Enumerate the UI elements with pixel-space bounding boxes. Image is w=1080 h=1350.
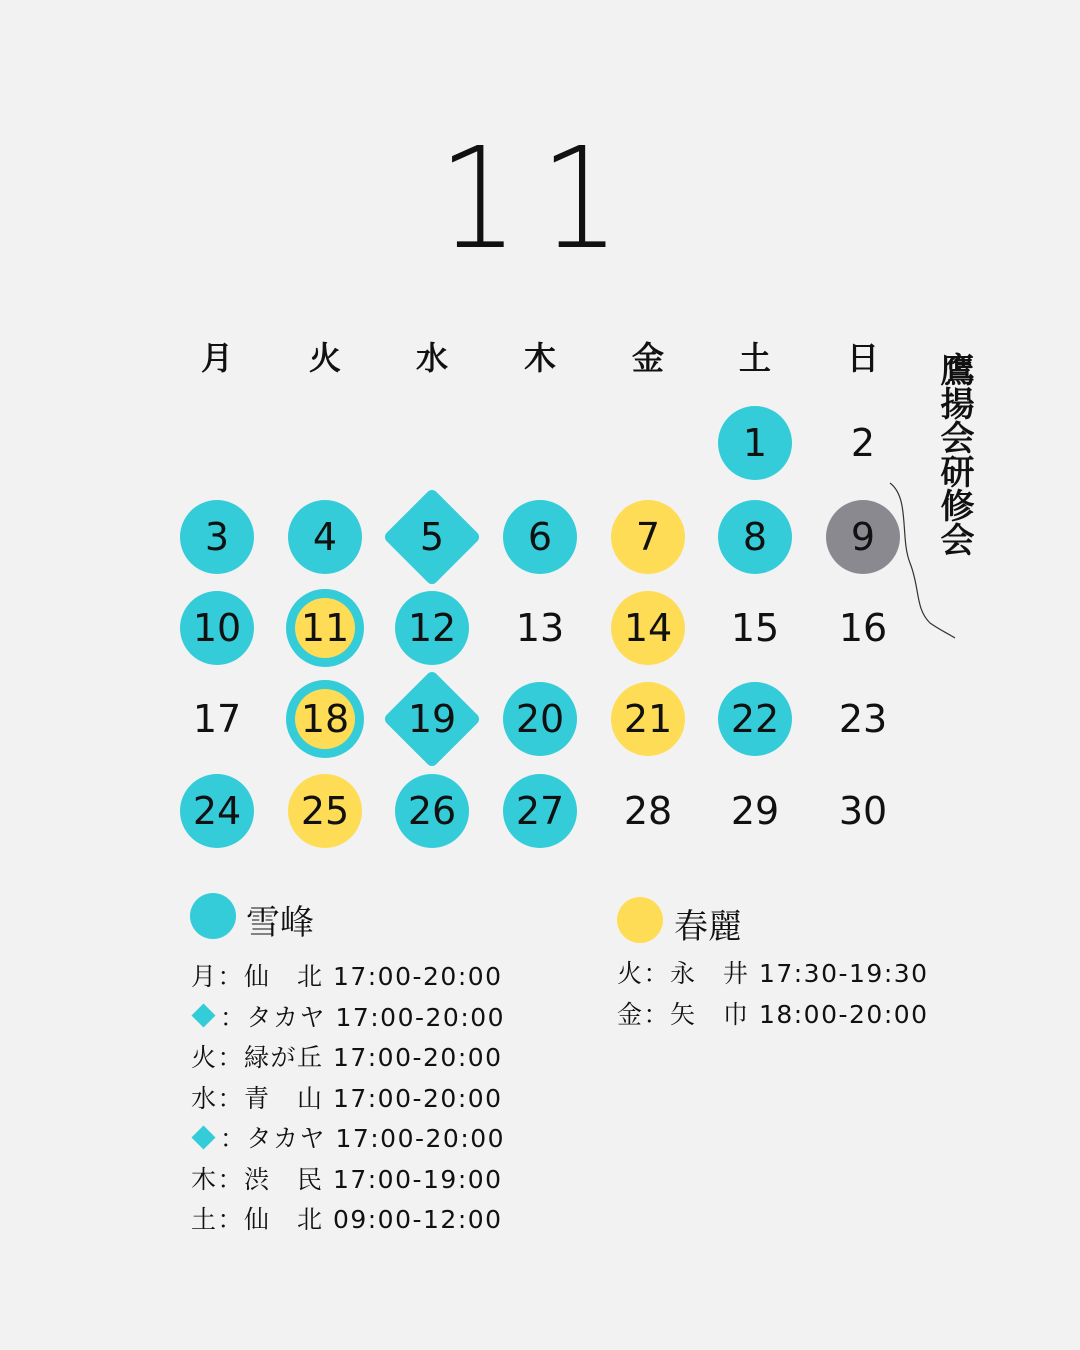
day-cell[interactable] bbox=[500, 588, 580, 668]
day-cell[interactable] bbox=[285, 497, 365, 577]
day-cell[interactable] bbox=[715, 588, 795, 668]
schedule-text: 金：矢 巾 18:00-20:00 bbox=[617, 1000, 929, 1029]
day-cell[interactable] bbox=[177, 679, 257, 759]
weekday-6: 日 bbox=[846, 339, 879, 377]
day-cell[interactable] bbox=[392, 679, 472, 759]
day-number: 13 bbox=[515, 606, 565, 650]
day-number: 11 bbox=[300, 606, 350, 650]
day-cell[interactable] bbox=[715, 403, 795, 483]
yukimine-schedule-row bbox=[191, 1079, 503, 1115]
shunrei-schedule-row bbox=[617, 954, 929, 990]
legend-teal-dot bbox=[190, 893, 236, 939]
weekday-1: 火 bbox=[308, 339, 341, 377]
day-number: 27 bbox=[515, 789, 565, 833]
day-number: 10 bbox=[192, 606, 242, 650]
side-note-label: 鷹揚会研修会 bbox=[934, 352, 974, 556]
day-number: 8 bbox=[742, 515, 768, 559]
schedule-text: 火：永 井 17:30-19:30 bbox=[617, 959, 929, 988]
day-number: 9 bbox=[850, 515, 876, 559]
schedule-text: 土：仙 北 09:00-12:00 bbox=[191, 1205, 503, 1234]
day-number: 19 bbox=[407, 697, 457, 741]
schedule-text: 月：仙 北 17:00-20:00 bbox=[191, 962, 503, 991]
weekday-3: 木 bbox=[523, 339, 556, 377]
day-number: 24 bbox=[192, 789, 242, 833]
day-cell[interactable] bbox=[608, 497, 688, 577]
day-number: 22 bbox=[730, 697, 780, 741]
day-number: 6 bbox=[527, 515, 553, 559]
day-cell[interactable] bbox=[715, 771, 795, 851]
day-number: 7 bbox=[635, 515, 661, 559]
day-cell[interactable] bbox=[608, 679, 688, 759]
day-cell[interactable] bbox=[823, 679, 903, 759]
weekday-2: 水 bbox=[415, 339, 448, 377]
day-number: 21 bbox=[623, 697, 673, 741]
day-number: 4 bbox=[312, 515, 338, 559]
day-cell[interactable] bbox=[392, 497, 472, 577]
day-number: 25 bbox=[300, 789, 350, 833]
legend-shunrei-title: 春麗 bbox=[674, 907, 742, 947]
schedule-text: 水：青 山 17:00-20:00 bbox=[191, 1083, 503, 1113]
schedule-text: 火：緑が丘 17:00-20:00 bbox=[191, 1043, 503, 1072]
yukimine-schedule-row bbox=[191, 957, 503, 993]
legend-yellow-dot bbox=[617, 897, 663, 943]
day-cell[interactable] bbox=[500, 497, 580, 577]
day-cell[interactable] bbox=[608, 588, 688, 668]
schedule-text: ：タカヤ 17:00-20:00 bbox=[220, 1002, 506, 1032]
day-cell[interactable] bbox=[285, 679, 365, 759]
day-number: 5 bbox=[419, 515, 445, 559]
schedule-text: 木：渋 民 17:00-19:00 bbox=[191, 1164, 503, 1194]
bracket-line bbox=[885, 478, 965, 643]
day-cell[interactable] bbox=[500, 679, 580, 759]
weekday-0: 月 bbox=[200, 339, 233, 377]
schedule-text: ：タカヤ 17:00-20:00 bbox=[220, 1124, 506, 1153]
day-cell[interactable] bbox=[608, 771, 688, 851]
day-number: 30 bbox=[838, 789, 888, 833]
diamond-icon bbox=[191, 1125, 215, 1149]
yukimine-schedule-row bbox=[191, 998, 505, 1034]
day-cell[interactable] bbox=[392, 588, 472, 668]
yukimine-schedule-row bbox=[191, 1038, 503, 1074]
day-number: 23 bbox=[838, 697, 888, 741]
yukimine-schedule-row bbox=[191, 1200, 503, 1236]
day-cell[interactable] bbox=[285, 771, 365, 851]
day-cell[interactable] bbox=[715, 497, 795, 577]
day-number: 14 bbox=[623, 606, 673, 650]
shunrei-schedule-row bbox=[617, 995, 929, 1031]
day-cell[interactable] bbox=[392, 771, 472, 851]
day-number: 18 bbox=[300, 697, 350, 741]
day-number: 26 bbox=[407, 789, 457, 833]
day-cell[interactable] bbox=[285, 588, 365, 668]
legend-yukimine-title: 雪峰 bbox=[246, 903, 314, 943]
day-number: 29 bbox=[730, 789, 780, 833]
weekday-4: 金 bbox=[631, 339, 664, 377]
day-number: 15 bbox=[730, 606, 780, 650]
day-cell[interactable] bbox=[823, 403, 903, 483]
day-cell[interactable] bbox=[715, 679, 795, 759]
day-number: 17 bbox=[192, 697, 242, 741]
month-title: 11 bbox=[438, 118, 642, 281]
day-number: 16 bbox=[838, 606, 888, 650]
day-cell[interactable] bbox=[823, 771, 903, 851]
day-number: 20 bbox=[515, 697, 565, 741]
day-number: 1 bbox=[742, 421, 768, 465]
day-cell[interactable] bbox=[177, 771, 257, 851]
day-number: 28 bbox=[623, 789, 673, 833]
day-cell[interactable] bbox=[500, 771, 580, 851]
diamond-icon bbox=[191, 1003, 215, 1027]
day-cell[interactable] bbox=[177, 588, 257, 668]
day-cell[interactable] bbox=[177, 497, 257, 577]
yukimine-schedule-row bbox=[191, 1119, 505, 1155]
day-number: 3 bbox=[204, 515, 230, 559]
day-number: 12 bbox=[407, 606, 457, 650]
yukimine-schedule-row bbox=[191, 1160, 503, 1196]
day-number: 2 bbox=[850, 421, 876, 465]
weekday-5: 土 bbox=[738, 339, 771, 377]
